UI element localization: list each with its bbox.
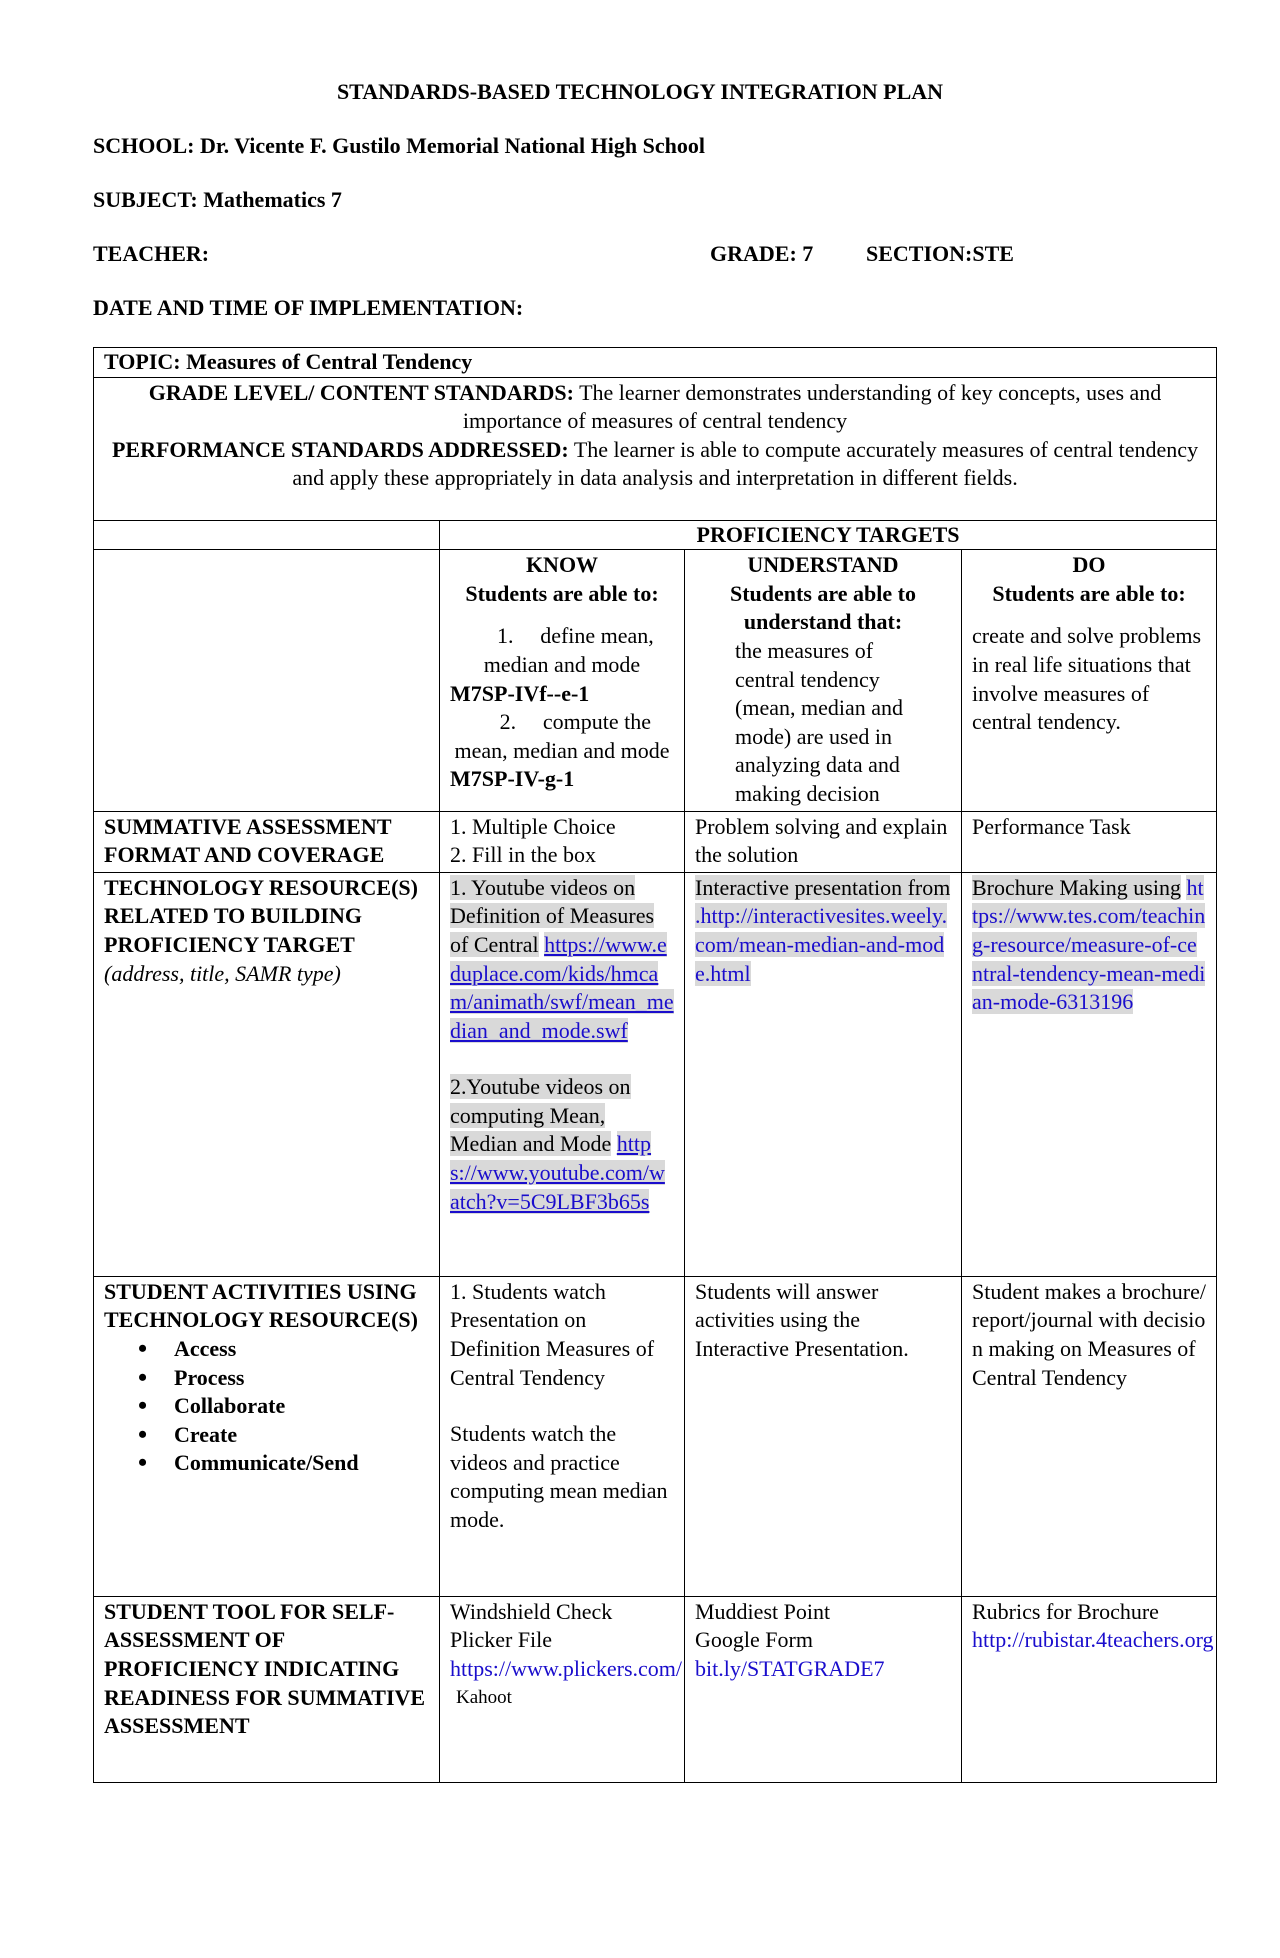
windshield-check: Windshield Check [450,1598,613,1624]
summative-do: Performance Task [962,811,1217,872]
summative-understand: Problem solving and explain the solution [685,811,962,872]
activities-know-cell [440,1276,685,1596]
section-line: SECTION:STE [866,241,1014,266]
technology-know-cell [440,872,685,1276]
activities-row [94,1276,1217,1596]
technology-do-text: Brochure Making using [972,874,1181,900]
rubistar-link[interactable]: http://rubistar.4teachers.org [972,1627,1214,1653]
grade-level-label: GRADE LEVEL/ CONTENT STANDARDS: [148,379,574,405]
topic-cell: TOPIC: Measures of Central Tendency [94,348,1217,378]
performance-label: PERFORMANCE STANDARDS ADDRESSED: [111,436,569,462]
document-title: STANDARDS-BASED TECHNOLOGY INTEGRATION PLAN [336,79,944,104]
performance-standards [110,436,1200,493]
understand-cell [685,550,962,811]
technology-label-cell [94,872,440,1276]
interactivesites-link[interactable]: .http://interactivesites.weely.com/mean-median-and-mode.html [695,903,948,986]
bullet-communicate: • Communicate/Send [174,1449,429,1478]
summative-know-2: 2. Fill in the box [450,842,597,868]
activities-bullet-list [104,1335,429,1478]
technology-sublabel: (address, title, SAMR type) [104,960,341,986]
standards-cell [94,377,1217,520]
do-heading: DO [1072,552,1106,578]
activities-know-1: 1. Students watch Presentation on Definition Measures of Central Tendency [450,1278,655,1390]
teacher-line: TEACHER: [93,241,210,266]
eduplace-link[interactable]: https://www.eduplace.com/kids/hmcam/animath/swf/mean_median_and_mode.swf [450,931,674,1043]
know-item-2: 2. compute the mean, median and mode [454,709,670,763]
bullet-create: • Create [174,1421,429,1450]
activities-label-cell [94,1276,440,1596]
proficiency-header-row [94,520,1217,550]
know-heading: KNOW [525,552,599,578]
technology-understand-text: Interactive presentation from [695,874,951,900]
youtube-link[interactable]: https://www.youtube.com/watch?v=5C9LBF3b65s [450,1131,665,1214]
school-line: SCHOOL: Dr. Vicente F. Gustilo Memorial National High School [93,133,705,158]
plickers-link[interactable]: https://www.plickers.com/ [450,1655,682,1681]
statgrade-link[interactable]: bit.ly/STATGRADE7 [695,1655,885,1681]
understand-heading: UNDERSTAND [747,552,899,578]
topic-row [94,348,1217,378]
summative-know-cell [440,811,685,872]
integration-plan-table [93,347,1217,1783]
do-text: create and solve problems in real life situations that involve measures of central tendency. [972,623,1202,735]
do-subheading: Students are able to: [992,580,1186,606]
grade-level-standards [110,379,1200,436]
subject-line: SUBJECT: Mathematics 7 [93,187,342,212]
performance-text: The learner is able to compute accurately measures of central tendency and apply these appropriately in data analysis and interpretation in different fields. [292,436,1199,491]
empty-header-cell [94,520,440,550]
know-code-2: M7SP-IV-g-1 [450,766,575,792]
google-form: Google Form [695,1627,813,1653]
tes-link[interactable]: https://www.tes.com/teaching-resource/measure-of-central-tendency-mean-median-mode-6313196 [972,874,1206,1015]
kahoot: Kahoot [456,1686,512,1708]
plicker-file: Plicker File [450,1627,553,1653]
proficiency-targets-heading: PROFICIENCY TARGETS [440,520,1217,550]
self-assessment-know-cell [440,1596,685,1782]
self-assessment-row [94,1596,1217,1782]
understand-text: the measures of central tendency (mean, median and mode) are used in analyzing data and making decision [735,637,903,806]
bullet-access: • Access [174,1335,429,1364]
activities-know-2: Students watch the videos and practice computing mean median mode. [450,1421,668,1532]
grade-line: GRADE: 7 [710,241,814,266]
targets-row [94,550,1217,811]
self-assessment-understand-cell [685,1596,962,1782]
technology-know-2-text: 2.Youtube videos on computing Mean, Median and Mode [450,1074,631,1157]
summative-row [94,811,1217,872]
activities-do: Student makes a brochure/report/journal with decision making on Measures of Central Tendency [962,1276,1217,1596]
empty-targets-cell [94,550,440,811]
technology-do-cell [962,872,1217,1276]
technology-label: TECHNOLOGY RESOURCE(S) RELATED TO BUILDING PROFICIENCY TARGET [104,874,418,957]
do-cell [962,550,1217,811]
grade-level-text: The learner demonstrates understanding of key concepts, uses and importance of measures of central tendency [462,379,1162,434]
bullet-process: • Process [174,1364,429,1393]
technology-understand-cell [685,872,962,1276]
know-subheading: Students are able to: [465,580,659,606]
know-item-1: 1. define mean, median and mode [483,623,654,677]
muddiest-point: Muddiest Point [695,1598,831,1624]
self-assessment-do-cell [962,1596,1217,1782]
activities-understand: Students will answer activities using the Interactive Presentation. [685,1276,962,1596]
know-cell [440,550,685,811]
technology-know-1-text: 1. Youtube videos on Definition of Measures of Central [450,874,655,957]
technology-row [94,872,1217,1276]
date-time-line: DATE AND TIME OF IMPLEMENTATION: [93,295,524,320]
summative-label: SUMMATIVE ASSESSMENT FORMAT AND COVERAGE [94,811,440,872]
standards-row [94,377,1217,520]
rubrics-brochure: Rubrics for Brochure [972,1598,1159,1624]
understand-subheading: Students are able to understand that: [730,580,916,635]
summative-know-1: 1. Multiple Choice [450,813,616,839]
self-assessment-label: STUDENT TOOL FOR SELF-ASSESSMENT OF PROFICIENCY INDICATING READINESS FOR SUMMATIVE ASSESSMENT [94,1596,440,1782]
activities-label: STUDENT ACTIVITIES USING TECHNOLOGY RESOURCE(S) [104,1278,418,1333]
bullet-collaborate: • Collaborate [174,1392,429,1421]
know-code-1: M7SP-IVf--e-1 [450,680,590,706]
